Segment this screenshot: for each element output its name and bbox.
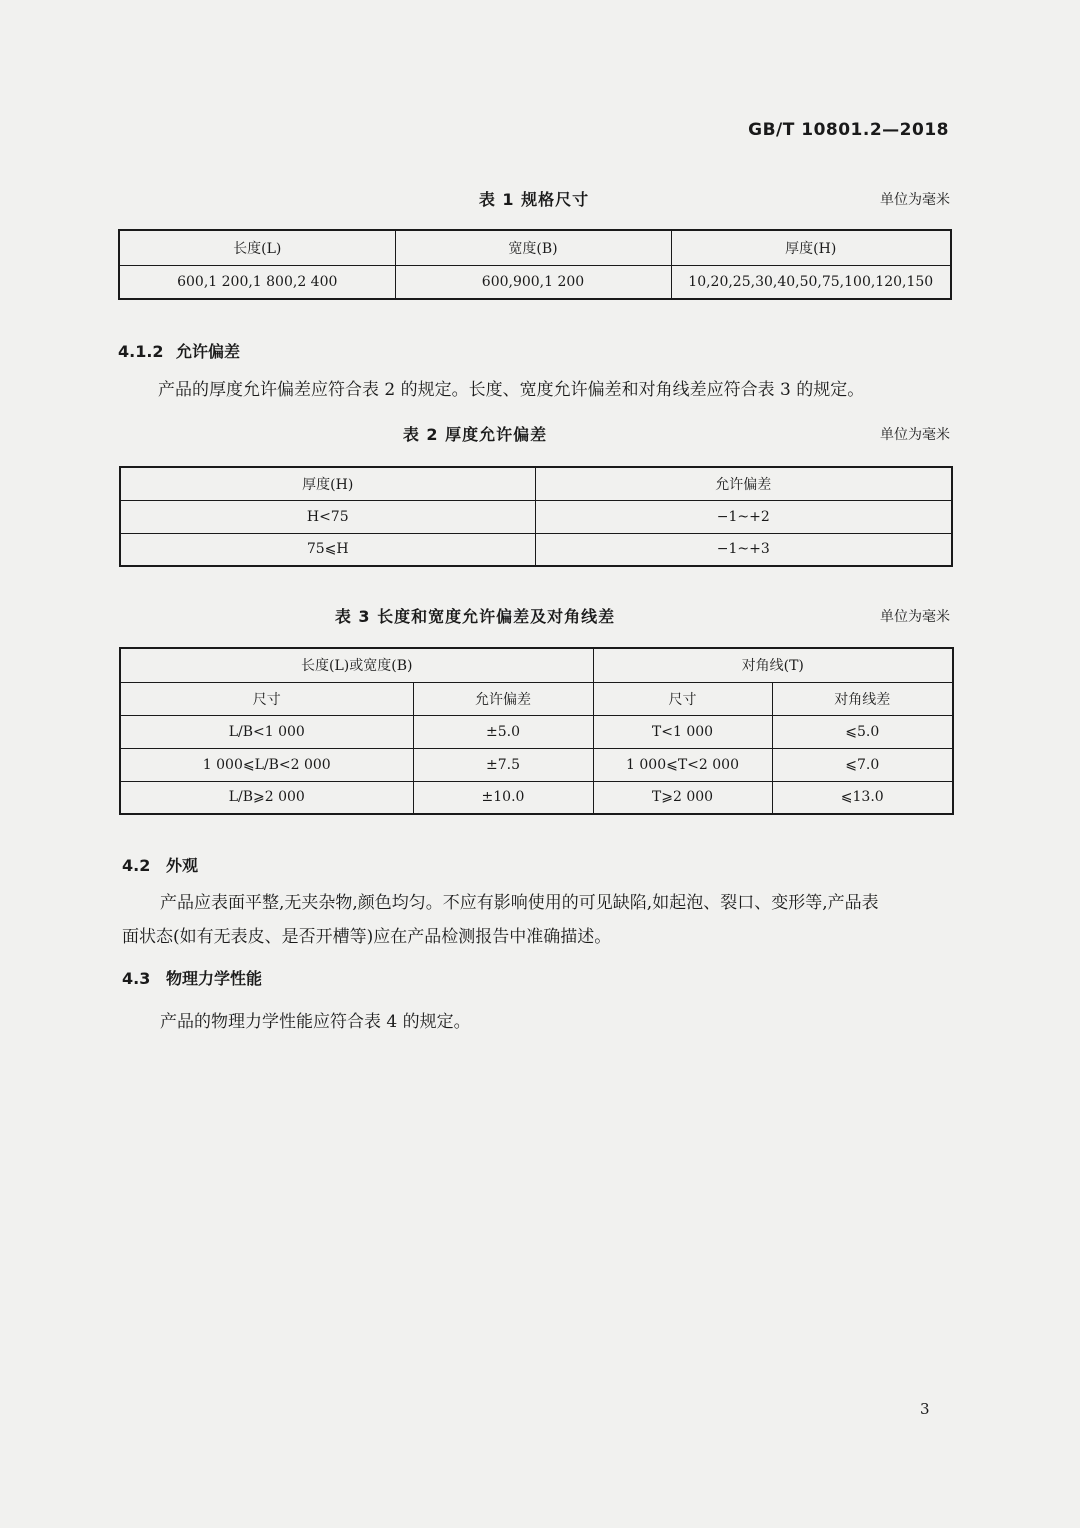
table3-cell: ±10.0	[413, 781, 593, 814]
section-4-2-heading	[122, 853, 198, 876]
table-row	[119, 265, 951, 299]
table3-cell: T⩾2 000	[593, 781, 772, 814]
section-number: 4.1.2	[118, 342, 164, 361]
table1-header-thickness: 厚度(H)	[671, 230, 951, 265]
section-4-2-text-line1: 产品应表面平整,无夹杂物,颜色均匀。不应有影响使用的可见缺陷,如起泡、裂口、变形等,产品表	[160, 893, 879, 913]
table3-sub-header: 尺寸	[593, 682, 772, 715]
table1-unit: 单位为毫米	[880, 192, 950, 208]
page-number: 3	[920, 1400, 930, 1418]
section-4-2-text-line2: 面状态(如有无表皮、是否开槽等)应在产品检测报告中准确描述。	[122, 927, 612, 947]
table2-caption: 表 2 厚度允许偏差	[402, 425, 548, 444]
section-title: 物理力学性能	[166, 969, 263, 988]
table3-sub-header: 尺寸	[120, 682, 413, 715]
table2-caption-row	[120, 422, 950, 446]
section-number: 4.2	[122, 856, 151, 875]
table2-unit: 单位为毫米	[880, 427, 950, 443]
standard-number: GB/T 10801.2—2018	[748, 120, 949, 140]
table3-unit: 单位为毫米	[880, 609, 950, 625]
table2-cell: H<75	[120, 500, 535, 533]
table3-sub-header: 允许偏差	[413, 682, 593, 715]
table3-sub-header-row	[120, 682, 953, 715]
table-row	[120, 715, 953, 748]
table3-group-header-length-width: 长度(L)或宽度(B)	[120, 648, 593, 682]
table1-header-width: 宽度(B)	[395, 230, 671, 265]
table3-cell: ⩽5.0	[772, 715, 953, 748]
table1-caption-row	[118, 187, 950, 211]
table3-cell: ⩽13.0	[772, 781, 953, 814]
table-row	[120, 748, 953, 781]
table3-sub-header: 对角线差	[772, 682, 953, 715]
table2-header-row	[120, 467, 952, 500]
section-4-3-heading	[122, 966, 262, 989]
table3-caption: 表 3 长度和宽度允许偏差及对角线差	[334, 607, 616, 626]
table-row	[120, 533, 952, 566]
table3-caption-row	[120, 604, 950, 628]
table3-cell: 1 000⩽L/B<2 000	[120, 748, 413, 781]
table3-cell: ±7.5	[413, 748, 593, 781]
section-4-3-text: 产品的物理力学性能应符合表 4 的规定。	[160, 1012, 471, 1032]
table3-group-header-row	[120, 648, 953, 682]
table1-header-row	[119, 230, 951, 265]
section-number: 4.3	[122, 969, 151, 988]
section-title: 允许偏差	[176, 342, 241, 361]
table1	[118, 229, 952, 300]
table3-cell: T<1 000	[593, 715, 772, 748]
table3-group-header-diagonal: 对角线(T)	[593, 648, 953, 682]
table3-cell: L/B<1 000	[120, 715, 413, 748]
table1-cell-length: 600,1 200,1 800,2 400	[119, 265, 395, 299]
table2-header-tolerance: 允许偏差	[535, 467, 952, 500]
table2-header-thickness: 厚度(H)	[120, 467, 535, 500]
table3-cell: L/B⩾2 000	[120, 781, 413, 814]
table1-header-length: 长度(L)	[119, 230, 395, 265]
table1-cell-thickness: 10,20,25,30,40,50,75,100,120,150	[671, 265, 951, 299]
table3-cell: ±5.0	[413, 715, 593, 748]
table-row	[120, 781, 953, 814]
section-title: 外观	[166, 856, 199, 875]
table-row	[120, 500, 952, 533]
table1-cell-width: 600,900,1 200	[395, 265, 671, 299]
section-4-1-2-heading	[118, 339, 240, 362]
table2-cell: 75⩽H	[120, 533, 535, 566]
table2	[119, 466, 953, 567]
table3	[119, 647, 954, 815]
table2-cell: −1~+3	[535, 533, 952, 566]
table3-cell: 1 000⩽T<2 000	[593, 748, 772, 781]
table1-caption: 表 1 规格尺寸	[478, 190, 590, 209]
table3-cell: ⩽7.0	[772, 748, 953, 781]
table2-cell: −1~+2	[535, 500, 952, 533]
section-4-1-2-text: 产品的厚度允许偏差应符合表 2 的规定。长度、宽度允许偏差和对角线差应符合表 3 的规定。	[158, 380, 865, 400]
